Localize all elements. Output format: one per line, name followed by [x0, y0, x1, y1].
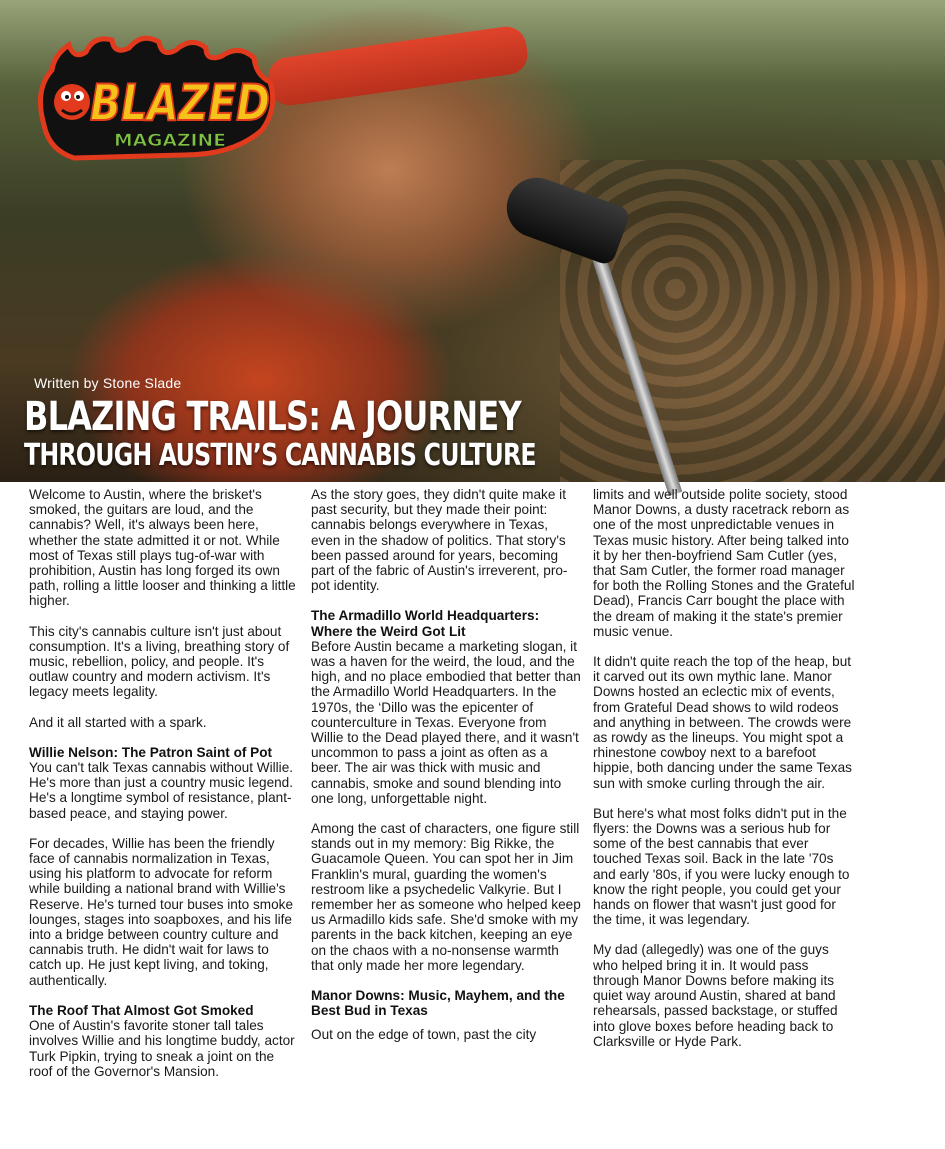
- article-column-1: [29, 487, 299, 1094]
- logo-subtitle: MAGAZINE: [114, 131, 226, 151]
- paragraph: Out on the edge of town, past the city: [311, 1026, 537, 1042]
- paragraph: You can't talk Texas cannabis without Willie. He's more than just a country music legend. He's a longtime symbol of resistance, plant-based peace, and staying power.: [29, 760, 294, 821]
- paragraph: One of Austin's favorite stoner tall tales involves Willie and his longtime buddy, actor Turk Pipkin, trying to sneak a joint on the roof of the Governor's Mansion.: [29, 1018, 295, 1079]
- paragraph: Among the cast of characters, one figure still stands out in my memory: Big Rikke, the Guacamole Queen. You can spot her in Jim Franklin's mural, guarding the women's restroom like a psychedelic Valkyrie. But I remember her as someone who helped keep us Armadillo kids safe. She'd smoke with my parents in the back kitchen, keeping an eye on the chaos with a no-nonsense warmth that only made her more legendary.: [311, 821, 581, 973]
- paragraph: As the story goes, they didn't quite make it past security, but they made their point: cannabis belongs everywhere in Texas, even in the shadow of politics. That story's been passed around for years, becoming part of the fabric of Austin's irreverent, pro-pot identity.: [311, 487, 568, 594]
- article-headline: [24, 396, 672, 472]
- article-column-2: [311, 487, 581, 1057]
- paragraph: Before Austin became a marketing slogan, it was a haven for the weird, the loud, and the high, and no place embodied that better than the Armadillo World Headquarters. In the 1970s, the ‘Dillo was the epicenter of counterculture in Texas. Everyone from Willie to the Dead played there, and it wasn't uncommon to pass a joint as often as a beer. The air was thick with music and cannabis, smoke and sound blending into one long, unforgettable night.: [311, 638, 581, 806]
- section-heading: The Roof That Almost Got Smoked: [29, 1002, 254, 1018]
- red-headband: [266, 24, 530, 108]
- paragraph: It didn't quite reach the top of the heap, but it carved out its own mythic lane. Manor Downs hosted an eclectic mix of events, from Grateful Dead shows to wild rodeos and anything in between. The crowds were as rowdy as the lineups. You might spot a rhinestone cowboy next to a barefoot hippie, both dancing under the same Texas sun with smoke curling through the air.: [593, 654, 852, 791]
- paragraph: But here's what most folks didn't put in the flyers: the Downs was a serious hub for some of the best cannabis that ever touched Texas soil. Back in the late '70s and early '80s, if you were lucky enough to know the right people, you could get your hands on flower that wasn't just good for the time, it was legendary.: [593, 805, 850, 928]
- paragraph: Welcome to Austin, where the brisket's smoked, the guitars are loud, and the cannabis? Well, it's always been here, whether the state admitted it or not. While most of Texas still plays tug-of-war with prohibition, Austin has long forged its own path, rolling a little looser and thinking a little higher.: [29, 487, 296, 609]
- paragraph: limits and well outside polite society, stood Manor Downs, a dusty racetrack reborn as one of the most unpredictable venues in Texas music history. After being talked into it by her then-boyfriend Sam Cutler (yes, that Sam Cutler, the former road manager for both the Rolling Stones and the Grateful Dead), Francis Carr bought the place with the dream of making it the state's premier music venue.: [593, 487, 855, 639]
- paragraph: For decades, Willie has been the friendly face of cannabis normalization in Texas, using his platform to advocate for reform while building a national brand with Willie's Reserve. He's turned tour buses into smoke lounges, stages into soapboxes, and his life into a bridge between country culture and cannabis truth. He didn't wait for laws to catch up. He just kept living, and toking, authentically.: [29, 835, 294, 988]
- blazed-magazine-logo: [34, 30, 278, 162]
- logo-word: BLAZED: [90, 74, 270, 132]
- paragraph: My dad (allegedly) was one of the guys who helped bring it in. It would pass through Manor Downs before making its quiet way around Austin, shared at band rehearsals, passed backstage, or stuffed into glove boxes before heading back to Clarksville or Hyde Park.: [593, 942, 838, 1049]
- headline-line-2: THROUGH AUSTIN’S CANNABIS CULTURE: [24, 438, 536, 473]
- section-heading: Willie Nelson: The Patron Saint of Pot: [29, 744, 273, 760]
- section-heading: The Armadillo World Headquarters: Where the Weird Got Lit: [311, 608, 540, 639]
- paragraph: And it all started with a spark.: [29, 714, 207, 730]
- section-heading: Manor Downs: Music, Mayhem, and the Best Bud in Texas: [311, 988, 565, 1019]
- article-column-3: [593, 487, 855, 1064]
- paragraph: This city's cannabis culture isn't just about consumption. It's a living, breathing story of music, rebellion, policy, and people. It's outlaw country and modern activism. It's legacy meets legality.: [29, 623, 290, 700]
- headline-line-1: BLAZING TRAILS: A JOURNEY: [24, 394, 521, 440]
- author-byline: Written by Stone Slade: [34, 375, 182, 391]
- hero-photo: [0, 0, 945, 482]
